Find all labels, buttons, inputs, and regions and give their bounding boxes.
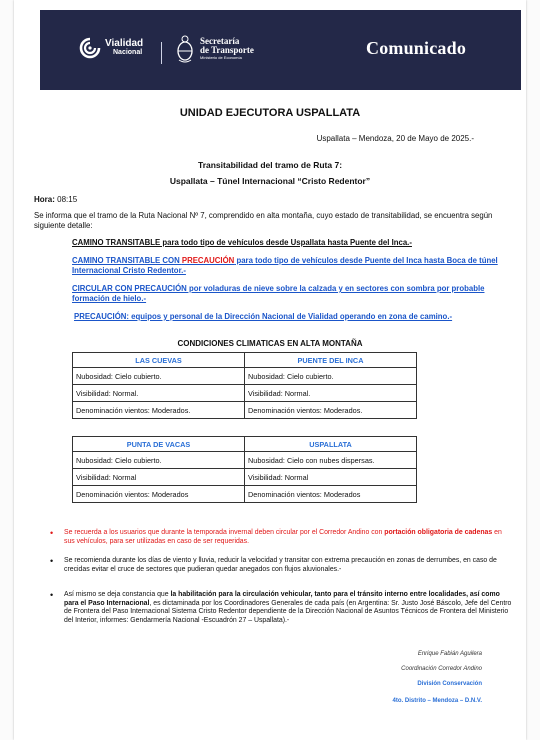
climate-table-2 bbox=[72, 436, 417, 503]
precaution-word: PRECAUCIÓN bbox=[181, 256, 235, 265]
bullet-icon: • bbox=[50, 556, 54, 566]
table-row bbox=[73, 402, 417, 419]
table-row bbox=[73, 486, 417, 503]
document-page bbox=[14, 0, 526, 740]
bullet-text bbox=[64, 591, 512, 625]
bullet-chains bbox=[50, 529, 512, 546]
table-header-row bbox=[73, 437, 417, 452]
logo1-line1: Vialidad bbox=[105, 38, 144, 49]
logo2-line3: Ministerio de Economía bbox=[200, 55, 242, 60]
logo1-line2: Nacional bbox=[113, 49, 143, 56]
table-cell: Nubosidad: Cielo cubierto. bbox=[245, 368, 417, 385]
table-cell: Visibilidad: Normal bbox=[245, 469, 417, 486]
table-cell: Nubosidad: Cielo cubierto. bbox=[73, 452, 245, 469]
table-header-row bbox=[73, 353, 417, 368]
signature-district: 4to. Distrito – Mendoza – D.N.V. bbox=[392, 698, 482, 704]
column-header: USPALLATA bbox=[245, 437, 417, 452]
signature-name: Enrique Fabián Aguilera bbox=[417, 651, 482, 657]
table-cell: Visibilidad: Normal bbox=[73, 469, 245, 486]
signature-role: Coordinación Corredor Andino bbox=[401, 666, 482, 672]
bullet-habilitation bbox=[50, 591, 512, 625]
status-ice-warning: CIRCULAR CON PRECAUCIÓN por voladuras de nieve sobre la calzada y en sectores con sombra por probable formación de hielo.- bbox=[72, 284, 485, 303]
table-cell: Denominación vientos: Moderados bbox=[245, 486, 417, 503]
comunicado-heading: Comunicado bbox=[366, 38, 467, 58]
table-row bbox=[73, 452, 417, 469]
climate-table-1 bbox=[72, 352, 417, 419]
table-row bbox=[73, 469, 417, 486]
logo2-line2: de Transporte bbox=[200, 45, 254, 55]
bullet-text-part: en sus vehículos, para ser utilizadas en caso de ser requeridas. bbox=[64, 529, 502, 545]
vialidad-swirl-icon bbox=[78, 37, 102, 59]
table-row bbox=[73, 385, 417, 402]
status-precaution bbox=[72, 256, 504, 276]
document-date: Uspallata – Mendoza, 20 de Mayo de 2025.- bbox=[316, 134, 474, 143]
bullet-text-bold: portación obligatoria de cadenas bbox=[384, 529, 493, 536]
intro-paragraph: Se informa que el tramo de la Ruta Nacional Nº 7, comprendido en alta montaña, cuyo estado de transitabilidad, se encuentra según siguiente detalle: bbox=[34, 211, 493, 230]
table-row bbox=[73, 368, 417, 385]
bullet-text-bold: la habilitación para la circulación vehicular, tanto para el tránsito interno entre localidades, así como para el Paso Internacional bbox=[64, 591, 500, 607]
status-precaution-post: para todo tipo de vehículos desde Puente del Inca hasta Boca de túnel Internacional Cristo Redentor.- bbox=[72, 256, 498, 275]
bullet-text-part: Así mismo se deja constancia que bbox=[64, 591, 171, 598]
bullet-text bbox=[64, 529, 512, 546]
national-seal-icon bbox=[175, 34, 195, 64]
transporte-logo bbox=[175, 34, 254, 64]
table-cell: Denominación vientos: Moderados bbox=[73, 486, 245, 503]
vialidad-logo bbox=[78, 37, 143, 59]
table-cell: Nubosidad: Cielo con nubes dispersas. bbox=[245, 452, 417, 469]
document-title: UNIDAD EJECUTORA USPALLATA bbox=[179, 107, 361, 119]
bullet-wind-rain bbox=[50, 557, 512, 574]
logo-divider bbox=[161, 42, 162, 64]
report-time bbox=[34, 195, 77, 204]
hora-label: Hora: bbox=[34, 195, 55, 204]
header-banner bbox=[40, 10, 521, 90]
route-stretch: Uspallata – Túnel Internacional “Cristo Redentor” bbox=[169, 176, 371, 186]
bullet-text: Se recomienda durante los días de viento y lluvia, reducir la velocidad y transitar con extrema precaución en zonas de derrumbes, en caso de crecidas evitar el cruce de sectores que pudieran quedar anegados con flujos aluvionales.- bbox=[64, 557, 497, 573]
status-roadworks: PRECAUCIÓN: equipos y personal de la Dirección Nacional de Vialidad operando en zona de camino.- bbox=[74, 312, 453, 321]
column-header: PUENTE DEL INCA bbox=[245, 353, 417, 368]
table-cell: Visibilidad: Normal. bbox=[73, 385, 245, 402]
logo2-line1: Secretaría bbox=[200, 36, 240, 46]
table-cell: Visibilidad: Normal. bbox=[245, 385, 417, 402]
bullet-text-part: , es dictaminada por los Coordinadores Generales de cada país (en Argentina: Sr. Justo José Báscolo, Jefe del Centro de Frontera del Paso Internacional Sistema Cristo Redentor dependiente de la Dirección Nacional de Asuntos Técnicos de Frontera del Ministerio del Interior, informes: Gendarmería Nacional -Escuadrón 27 – Uspallata).- bbox=[64, 599, 512, 624]
table-cell: Denominación vientos: Moderados. bbox=[73, 402, 245, 419]
signature-division: División Conservación bbox=[417, 681, 482, 687]
hora-value: 08:15 bbox=[57, 195, 78, 204]
column-header: LAS CUEVAS bbox=[73, 353, 245, 368]
route-subtitle: Transitabilidad del tramo de Ruta 7: bbox=[197, 160, 343, 170]
status-transitable: CAMINO TRANSITABLE para todo tipo de vehículos desde Uspallata hasta Puente del Inca.- bbox=[72, 238, 412, 247]
bullet-icon: • bbox=[50, 528, 54, 538]
bullet-icon: • bbox=[50, 590, 54, 600]
column-header: PUNTA DE VACAS bbox=[73, 437, 245, 452]
table-cell: Nubosidad: Cielo cubierto. bbox=[73, 368, 245, 385]
bullet-text-part: Se recuerda a los usuarios que durante la temporada invernal deben circular por el Corredor Andino con bbox=[64, 529, 385, 536]
climate-title: CONDICIONES CLIMATICAS EN ALTA MONTAÑA bbox=[177, 339, 363, 348]
status-precaution-pre: CAMINO TRANSITABLE CON bbox=[72, 256, 182, 265]
table-cell: Denominación vientos: Moderados. bbox=[245, 402, 417, 419]
